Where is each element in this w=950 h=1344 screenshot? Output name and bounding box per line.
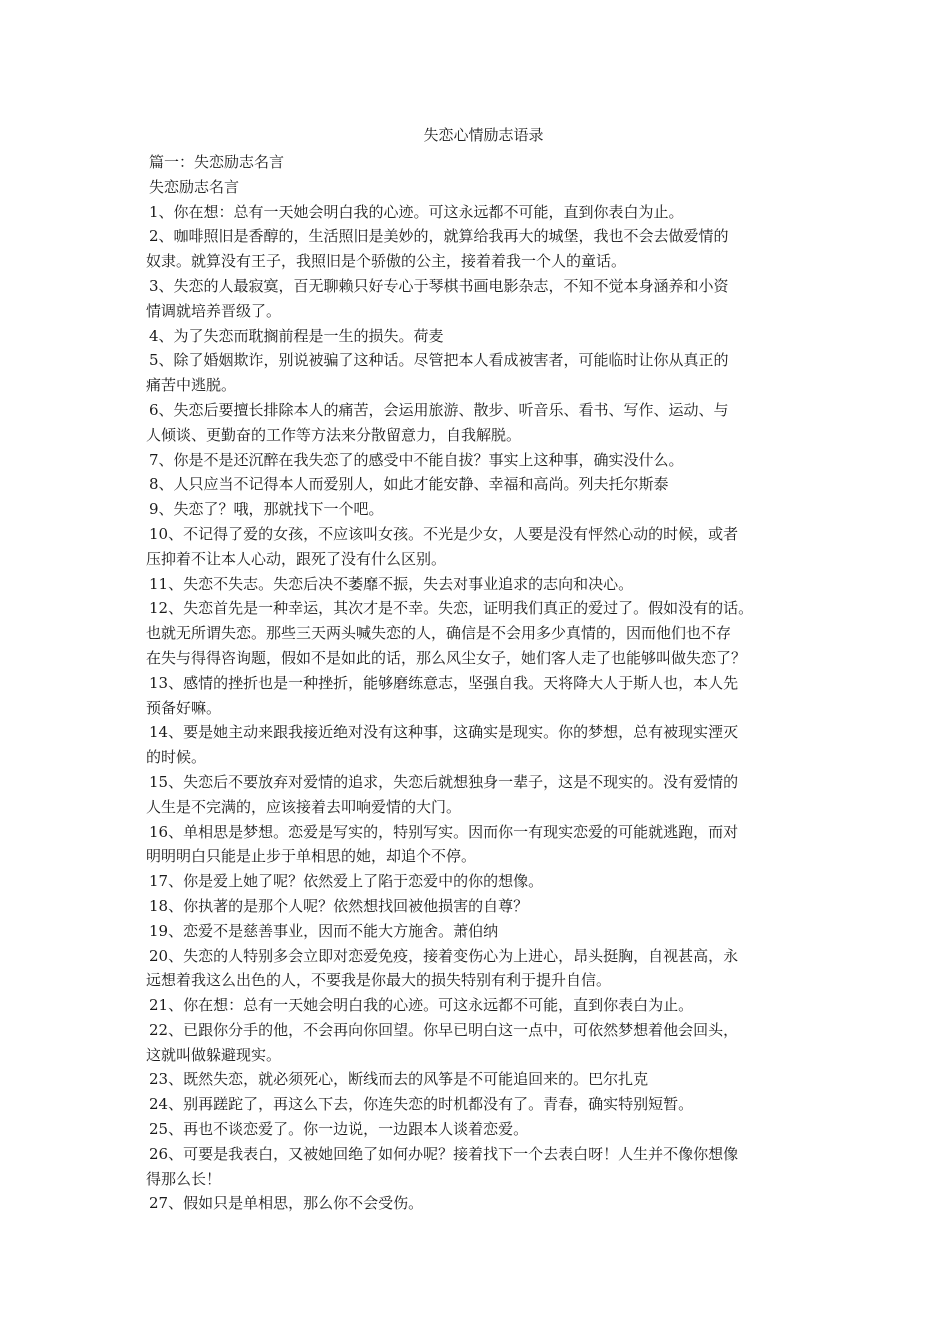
text-line: 7、你是不是还沉醉在我失恋了的感受中不能自拔？事实上这种事，确实没什么。 (149, 450, 684, 469)
text-line: 4、为了失恋而耽搁前程是一生的损失。荷麦 (149, 326, 444, 345)
text-line: 12、失恋首先是一种幸运，其次才是不幸。失恋，证明我们真正的爱过了。假如没有的话。 (149, 599, 754, 618)
text-line: 16、单相思是梦想。恋爱是写实的，特别写实。因而你一有现实恋爱的可能就逃跑，而对 (149, 822, 739, 841)
text-line: 14、要是她主动来跟我接近绝对没有这种事，这确实是现实。你的梦想，总有被现实湮灭 (149, 723, 739, 742)
text-line: 23、既然失恋，就必须死心，断线而去的风筝是不可能追回来的。巴尔扎克 (149, 1070, 649, 1089)
text-line: 在失与得得咨询题，假如不是如此的话，那么风尘女子，她们客人走了也能够叫做失恋了？ (146, 648, 747, 667)
text-line: 也就无所谓失恋。那些三天两头喊失恋的人，确信是不会用多少真情的，因而他们也不存 (146, 624, 732, 643)
text-line: 21、你在想：总有一天她会明白我的心迹。可这永远都不可能，直到你表白为止。 (149, 996, 694, 1015)
text-line: 17、你是爱上她了呢？依然爱上了陷于恋爱中的你的想像。 (149, 872, 544, 891)
text-line: 篇一：失恋励志名言 (149, 153, 285, 171)
text-line: 2、咖啡照旧是香醇的，生活照旧是美妙的，就算给我再大的城堡，我也不会去做爱情的 (149, 227, 729, 246)
text-line: 25、再也不谈恋爱了。你一边说，一边跟本人谈着恋爱。 (149, 1120, 529, 1139)
text-line: 人生是不完满的，应该接着去叩响爱情的大门。 (146, 797, 462, 816)
text-line: 15、失恋后不要放弃对爱情的追求，失恋后就想独身一辈子，这是不现实的。没有爱情的 (149, 772, 739, 791)
text-line: 情调就培养晋级了。 (146, 301, 282, 320)
text-line: 11、失恋不失志。失恋后决不萎靡不振，失去对事业追求的志向和决心。 (149, 574, 634, 593)
text-line: 远想着我这么出色的人，不要我是你最大的损失特别有利于提升自信。 (146, 971, 612, 990)
text-line: 奴隶。就算没有王子，我照旧是个骄傲的公主，接着着我一个人的童话。 (146, 252, 627, 271)
text-line: 明明明白只能是止步于单相思的她，却追个不停。 (146, 847, 477, 866)
text-line: 人倾谈、更勤奋的工作等方法来分散留意力，自我解脱。 (146, 425, 522, 444)
text-line: 18、你执著的是那个人呢？依然想找回被他损害的自尊？ (149, 896, 529, 915)
text-line: 24、别再蹉跎了，再这么下去，你连失恋的时机都没有了。青春，确实特别短暂。 (149, 1095, 694, 1114)
text-line: 8、人只应当不记得本人而爱别人，如此才能安静、幸福和高尚。列夫托尔斯泰 (149, 475, 669, 494)
text-line: 1、你在想：总有一天她会明白我的心迹。可这永远都不可能，直到你表白为止。 (149, 202, 684, 221)
text-line: 3、失恋的人最寂寞，百无聊赖只好专心于琴棋书画电影杂志，不知不觉本身涵养和小资 (149, 276, 729, 295)
document-body (146, 150, 816, 1216)
document-page (146, 123, 816, 1216)
text-line: 27、假如只是单相思，那么你不会受伤。 (149, 1194, 424, 1213)
text-line: 的时候。 (146, 748, 207, 767)
text-line: 5、除了婚姻欺诈，别说被骗了这种话。尽管把本人看成被害者，可能临时让你从真正的 (149, 351, 729, 370)
text-line: 压抑着不让本人心动，跟死了没有什么区别。 (146, 549, 447, 568)
text-line: 20、失恋的人特别多会立即对恋爱免疫，接着变伤心为上进心，昂头挺胸，自视甚高，永 (149, 946, 739, 965)
text-line: 22、已跟你分手的他，不会再向你回望。你早已明白这一点中，可依然梦想着他会回头， (149, 1020, 739, 1039)
text-line: 10、不记得了爱的女孩，不应该叫女孩。不光是少女，人要是没有怦然心动的时候，或者 (149, 524, 739, 543)
text-line: 19、恋爱不是慈善事业，因而不能大方施舍。萧伯纳 (149, 921, 499, 940)
text-line: 预备好嘛。 (146, 698, 222, 717)
text-line: 得那么长！ (146, 1169, 222, 1188)
document-title: 失恋心情励志语录 (423, 126, 544, 144)
text-line: 26、可要是我表白，又被她回绝了如何办呢？接着找下一个去表白呀！人生并不像你想像 (149, 1144, 739, 1163)
text-line: 这就叫做躲避现实。 (146, 1045, 282, 1064)
text-line: 13、感情的挫折也是一种挫折，能够磨练意志，坚强自我。天将降大人于斯人也，本人先 (149, 673, 739, 692)
text-line: 9、失恋了？哦，那就找下一个吧。 (149, 500, 384, 519)
text-line: 6、失恋后要擅长排除本人的痛苦，会运用旅游、散步、听音乐、看书、写作、运动、与 (149, 400, 729, 419)
text-line: 痛苦中逃脱。 (146, 376, 237, 395)
text-line: 失恋励志名言 (149, 177, 240, 196)
